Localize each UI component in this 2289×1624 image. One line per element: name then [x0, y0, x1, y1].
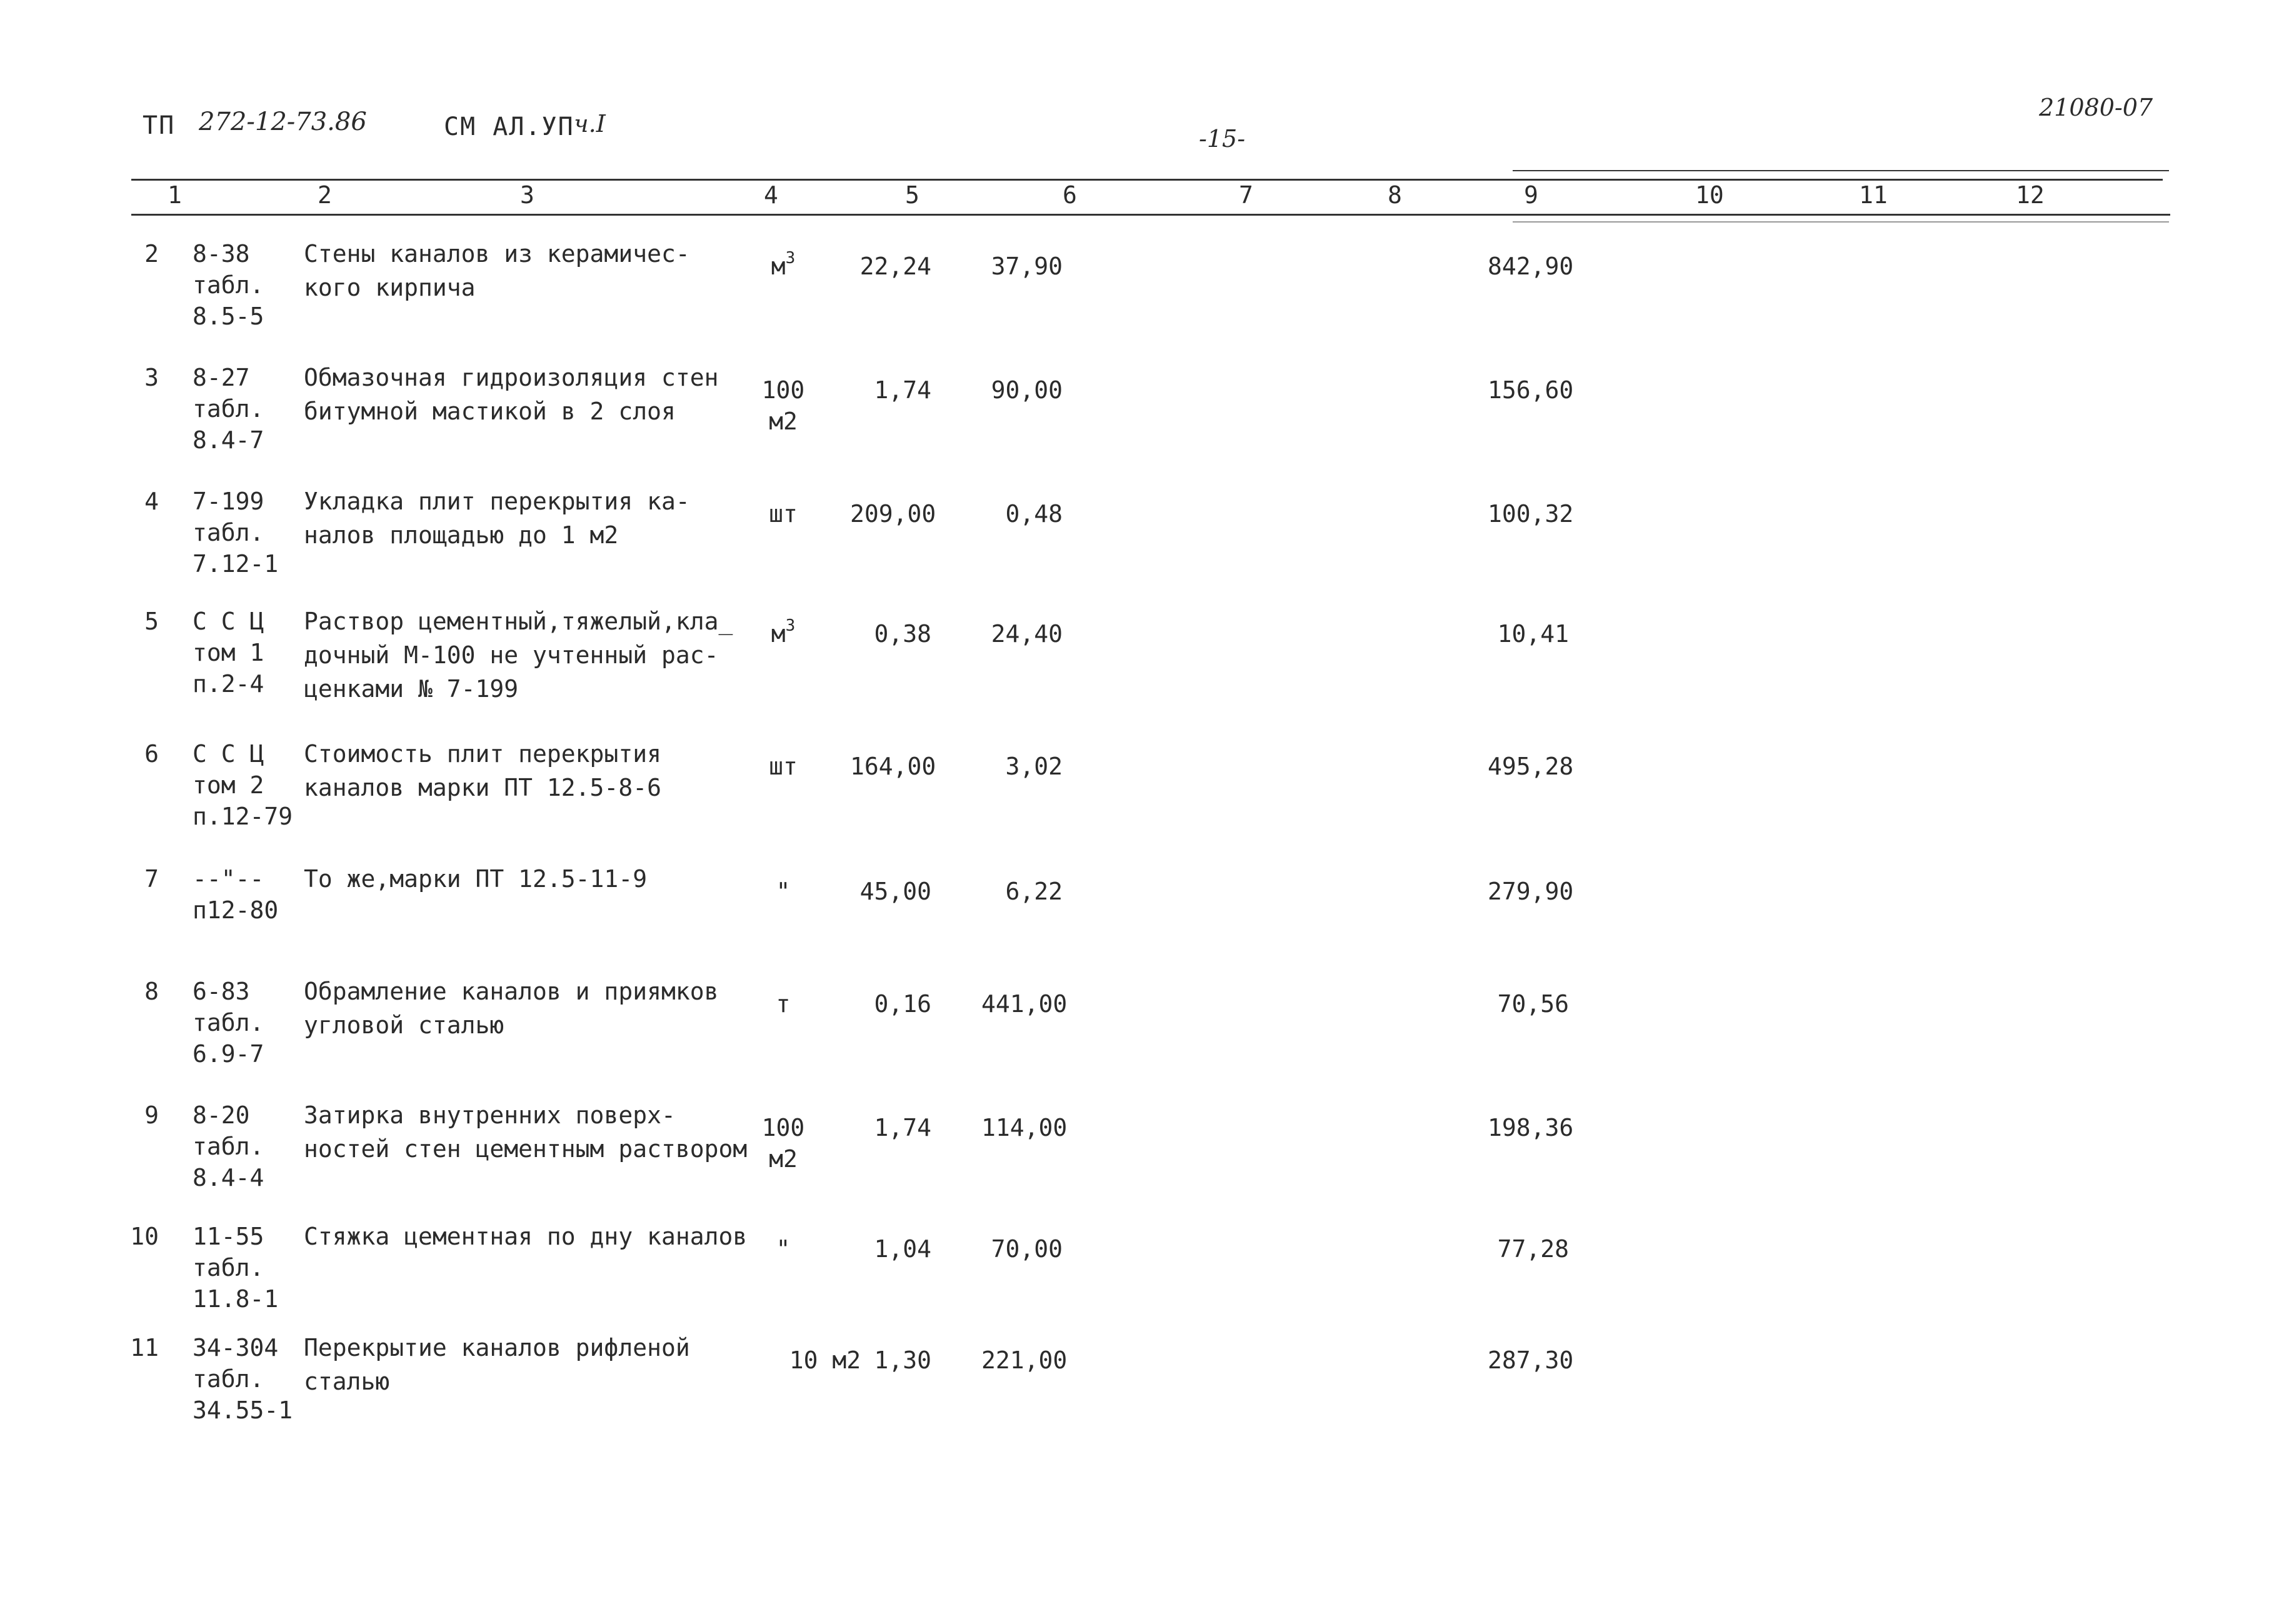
row-number: 7	[144, 865, 159, 893]
column-number: 2	[318, 181, 332, 209]
column-number: 11	[1859, 181, 1888, 209]
unit-price: 221,00	[981, 1346, 1068, 1374]
rate-code-line: 8.4-4	[193, 1164, 264, 1191]
page-number: -15-	[1199, 125, 1246, 153]
rate-code-line: --"--	[193, 865, 264, 893]
row-number: 4	[144, 488, 159, 515]
doc-section: СМ АЛ.УП	[444, 113, 574, 141]
quantity: 209,00	[850, 500, 936, 528]
doc-part: ч.I	[574, 110, 606, 138]
quantity: 1,04	[874, 1235, 931, 1263]
work-description-line: кого кирпича	[304, 274, 476, 301]
unit-price: 441,00	[981, 990, 1068, 1018]
rate-code-line: 7.12-1	[193, 550, 279, 578]
column-number: 1	[168, 181, 182, 209]
total-cost: 10,41	[1497, 620, 1569, 648]
row-number: 5	[144, 608, 159, 635]
rate-code-line: 11-55	[193, 1223, 264, 1250]
quantity: 164,00	[850, 753, 936, 780]
total-cost: 842,90	[1488, 253, 1574, 280]
quantity: 1,30	[874, 1346, 931, 1374]
row-number: 11	[130, 1334, 159, 1361]
work-description-line: ценками № 7-199	[304, 675, 519, 703]
work-description-line: битумной мастикой в 2 слоя	[304, 398, 676, 425]
column-number: 5	[905, 181, 919, 209]
rate-code-line: табл.	[193, 1133, 264, 1160]
work-description-line: Стоимость плит перекрытия	[304, 740, 661, 768]
unit-price: 24,40	[991, 620, 1063, 648]
unit: $м^3$	[771, 616, 796, 648]
unit: 100	[761, 376, 805, 404]
unit-line-2: м2	[769, 408, 798, 435]
total-cost: 77,28	[1497, 1235, 1569, 1263]
rate-code-line: С С Ц	[193, 608, 264, 635]
rate-code-line: п.2-4	[193, 670, 264, 698]
row-number: 8	[144, 978, 159, 1005]
row-number: 9	[144, 1101, 159, 1129]
unit-price: 114,00	[981, 1114, 1068, 1141]
table-top-rule-segment	[1513, 170, 2169, 171]
doc-code-prefix: ТП	[143, 111, 176, 140]
rate-code-line: табл.	[193, 271, 264, 299]
rate-code-line: табл.	[193, 395, 264, 423]
work-description-line: Обмазочная гидроизоляция стен	[304, 364, 719, 391]
rate-code-line: 11.8-1	[193, 1285, 279, 1313]
unit: шт	[769, 500, 798, 528]
unit-price: 0,48	[1005, 500, 1063, 528]
work-description-line: Стяжка цементная по дну каналов	[304, 1223, 748, 1250]
work-description-line: дочный М-100 не учтенный рас-	[304, 641, 719, 669]
rate-code-line: табл.	[193, 1254, 264, 1281]
quantity: 45,00	[859, 878, 931, 905]
table-top-rule	[131, 179, 2163, 181]
total-cost: 279,90	[1488, 878, 1574, 905]
unit: т	[776, 990, 791, 1018]
rate-code-line: 7-199	[193, 488, 264, 515]
table-header-rule	[131, 214, 2170, 216]
work-description-line: Обрамление каналов и приямков	[304, 978, 719, 1005]
rate-code-line: 6-83	[193, 978, 250, 1005]
column-number: 6	[1063, 181, 1077, 209]
rate-code-line: 8.5-5	[193, 303, 264, 330]
table-header-rule-faint	[1513, 221, 2169, 223]
work-description-line: ностей стен цементным раствором	[304, 1135, 748, 1163]
column-number: 7	[1239, 181, 1253, 209]
total-cost: 287,30	[1488, 1346, 1574, 1374]
unit-price: 3,02	[1005, 753, 1063, 780]
unit-price: 90,00	[991, 376, 1063, 404]
rate-code-line: табл.	[193, 1009, 264, 1036]
rate-code-line: 8.4-7	[193, 426, 264, 454]
quantity: 22,24	[859, 253, 931, 280]
work-description-line: Раствор цементный,тяжелый,кла_	[304, 608, 733, 635]
rate-code-line: 8-27	[193, 364, 250, 391]
work-description-line: угловой сталью	[304, 1011, 504, 1039]
rate-code-line: 34-304	[193, 1334, 279, 1361]
quantity: 0,38	[874, 620, 931, 648]
rate-code-line: том 2	[193, 771, 264, 799]
total-cost: 495,28	[1488, 753, 1574, 780]
work-description-line: То же,марки ПТ 12.5-11-9	[304, 865, 648, 893]
rate-code-line: 6.9-7	[193, 1040, 264, 1068]
rate-code-line: 8-20	[193, 1101, 250, 1129]
quantity: 1,74	[874, 376, 931, 404]
rate-code-line: п12-80	[193, 896, 279, 924]
unit-exponent: 3	[785, 249, 796, 268]
unit-price: 37,90	[991, 253, 1063, 280]
unit-price: 70,00	[991, 1235, 1063, 1263]
quantity: 0,16	[874, 990, 931, 1018]
row-number: 2	[144, 240, 159, 268]
rate-code-line: С С Ц	[193, 740, 264, 768]
unit: 10 м2	[789, 1346, 861, 1374]
work-description-line: Укладка плит перекрытия ка-	[304, 488, 690, 515]
total-cost: 100,32	[1488, 500, 1574, 528]
work-description-line: каналов марки ПТ 12.5-8-6	[304, 774, 661, 801]
rate-code-line: п.12-79	[193, 803, 293, 830]
total-cost: 198,36	[1488, 1114, 1574, 1141]
column-number: 8	[1388, 181, 1402, 209]
rate-code-line: 8-38	[193, 240, 250, 268]
row-number: 6	[144, 740, 159, 768]
rate-code-line: табл.	[193, 1365, 264, 1393]
unit: "	[776, 878, 791, 905]
unit: "	[776, 1235, 791, 1263]
column-number: 3	[520, 181, 534, 209]
column-number: 10	[1695, 181, 1724, 209]
rate-code-line: 34.55-1	[193, 1396, 293, 1424]
unit-line-2: м2	[769, 1145, 798, 1173]
work-description-line: Перекрытие каналов рифленой	[304, 1334, 690, 1361]
column-number: 9	[1524, 181, 1538, 209]
quantity: 1,74	[874, 1114, 931, 1141]
rate-code-line: табл.	[193, 519, 264, 546]
total-cost: 70,56	[1497, 990, 1569, 1018]
archive-stamp: 21080-07	[2039, 94, 2153, 121]
unit-price: 6,22	[1005, 878, 1063, 905]
work-description-line: Стены каналов из керамичес-	[304, 240, 690, 268]
doc-code-number: 272-12-73.86	[199, 108, 367, 136]
unit: шт	[769, 753, 798, 780]
column-number: 4	[764, 181, 778, 209]
unit: 100	[761, 1114, 805, 1141]
row-number: 10	[130, 1223, 159, 1250]
row-number: 3	[144, 364, 159, 391]
unit-exponent: 3	[785, 616, 796, 635]
total-cost: 156,60	[1488, 376, 1574, 404]
rate-code-line: том 1	[193, 639, 264, 666]
column-number: 12	[2016, 181, 2045, 209]
work-description-line: сталью	[304, 1368, 390, 1395]
unit: $м^3$	[771, 249, 796, 280]
work-description-line: Затирка внутренних поверх-	[304, 1101, 676, 1129]
work-description-line: налов площадью до 1 м2	[304, 521, 619, 549]
